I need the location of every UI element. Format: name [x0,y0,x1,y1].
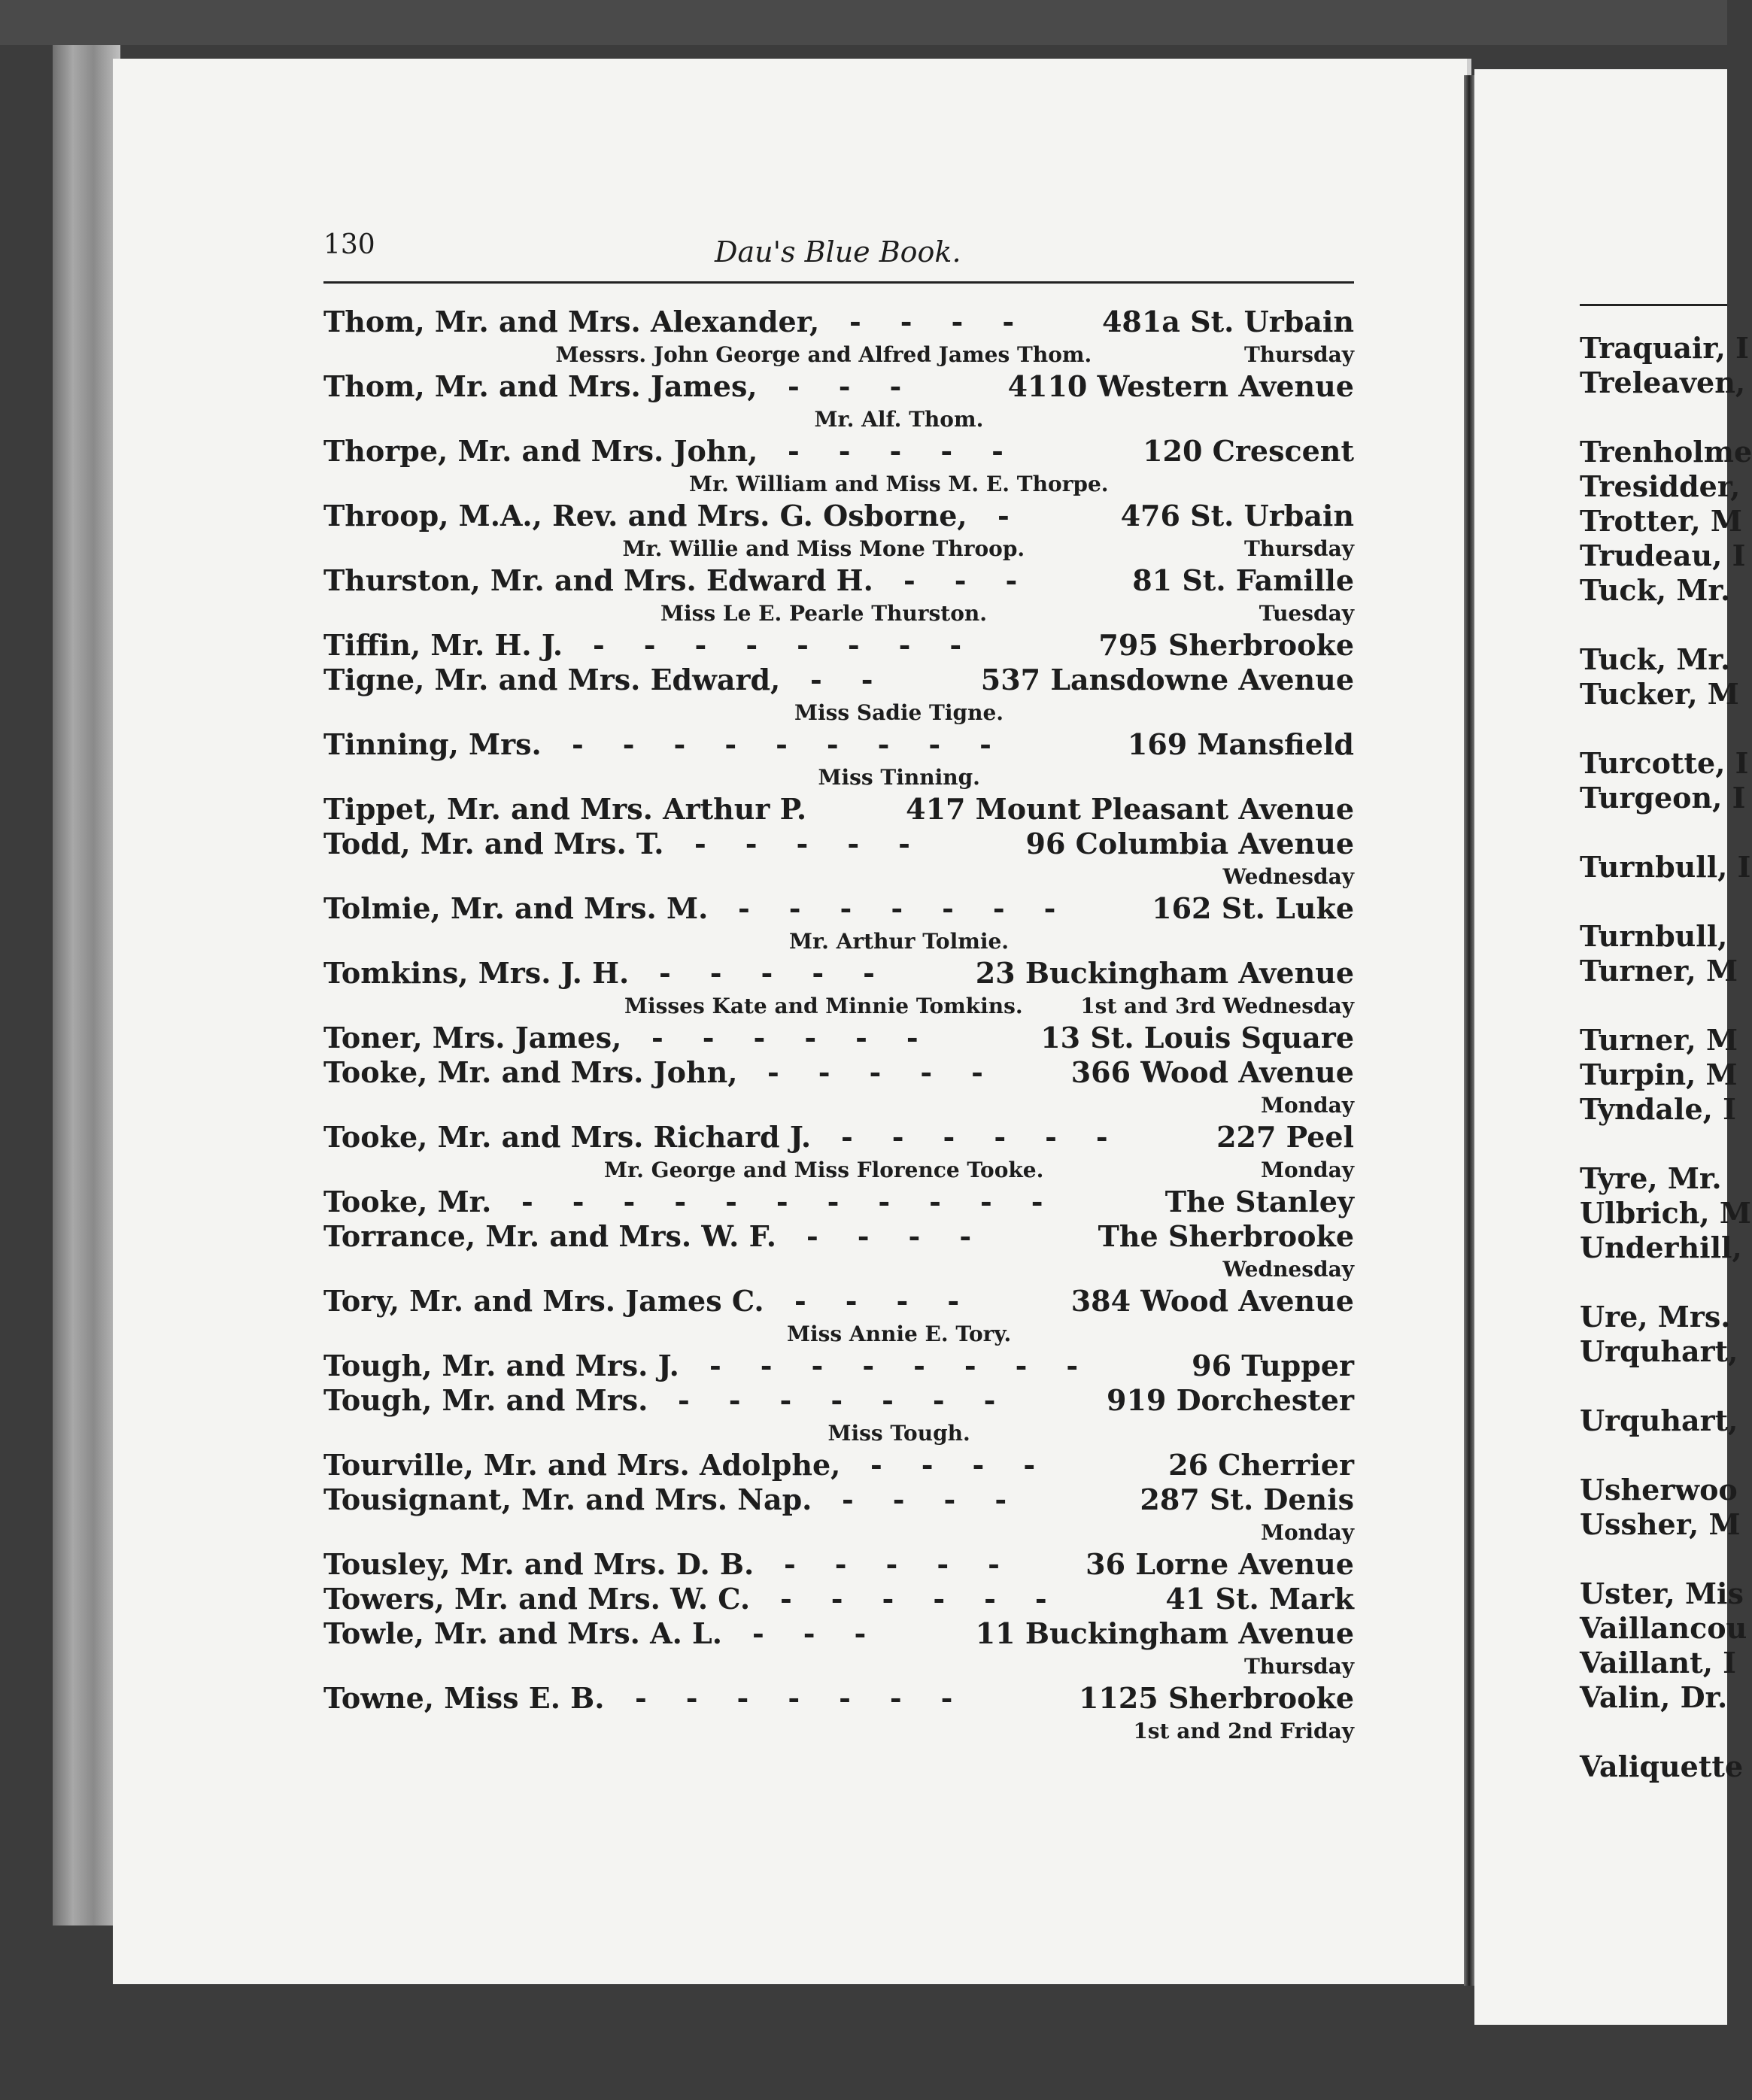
reception-day: Monday [1260,1520,1354,1545]
directory-entry [323,499,1354,563]
street-address: 23 Buckingham Avenue [975,956,1354,990]
directory-entry [323,369,1354,434]
directory-entry [323,827,1354,891]
right-page-name: Trudeau, I [1580,539,1746,572]
leader-dots: ----- [694,827,949,860]
directory-entry [323,1616,1354,1681]
street-address: 41 St. Mark [1165,1582,1354,1616]
header-rule [323,281,1354,284]
entry-subline [323,1155,1354,1185]
household-members: Miss Sadie Tigne. [794,700,1004,725]
household-members: Miss Le E. Pearle Thurston. [660,601,987,626]
household-members: Mr. Arthur Tolmie. [789,929,1010,954]
street-address: 26 Cherrier [1168,1448,1354,1482]
resident-name: Tooke, Mr. and Mrs. John, [323,1055,738,1089]
entry-line [323,563,1354,598]
reception-day: Thursday [1243,1654,1354,1679]
leader-dots: ------- [678,1383,1035,1417]
entry-subline [323,1319,1354,1349]
right-page-name: Vaillancou [1580,1611,1747,1645]
entry-line [323,1616,1354,1651]
directory-entry [323,1681,1354,1746]
leader-dots: ----- [788,434,1043,468]
directory-entry [323,1383,1354,1448]
street-address: 287 St. Denis [1140,1482,1354,1516]
page-number: 130 [323,229,375,260]
right-page-name: Turpin, M [1580,1058,1738,1091]
directory-entry [323,1284,1354,1349]
household-members: Mr. George and Miss Florence Tooke. [604,1158,1044,1182]
entry-subline [323,1716,1354,1746]
leader-dots: ------- [635,1681,992,1715]
directory-entry [323,305,1354,369]
reception-day: Thursday [1243,342,1354,367]
street-address: The Sherbrooke [1098,1219,1354,1253]
entry-line [323,1021,1354,1055]
leader-dots: ----- [767,1055,1022,1089]
entry-line [323,1383,1354,1418]
household-members: Miss Annie E. Tory. [787,1322,1012,1346]
entry-subline [323,1254,1354,1284]
page-header [323,229,1354,282]
right-page-header-rule [1580,304,1727,306]
right-page-name: Valiquette [1580,1749,1744,1783]
entry-line [323,891,1354,926]
street-address: 1125 Sherbrooke [1078,1681,1354,1715]
resident-name: Thom, Mr. and Mrs. Alexander, [323,305,820,338]
resident-name: Toner, Mrs. James, [323,1021,622,1055]
household-members: Messrs. John George and Alfred James Thom. [555,342,1092,367]
directory-entry [323,1448,1354,1482]
entry-gap [1580,1127,1727,1161]
directory-entry [323,1482,1354,1547]
entry-subline [323,861,1354,891]
leader-dots: ------- [738,891,1095,925]
entry-line [323,956,1354,991]
directory-entry [323,1120,1354,1185]
entry-line [323,663,1354,697]
street-address: 81 St. Famille [1132,563,1354,597]
entry-line [323,1448,1354,1482]
resident-name: Tory, Mr. and Mrs. James C. [323,1284,764,1318]
entry-gap [1580,1715,1727,1749]
right-page-name: Ulbrich, M [1580,1196,1751,1230]
street-address: 36 Lorne Avenue [1086,1547,1354,1581]
leader-dots: ---- [842,1482,1046,1516]
entry-line [323,1284,1354,1319]
entry-line [323,305,1354,339]
directory-entries [323,305,1354,1746]
directory-entry [323,1021,1354,1055]
street-address: 476 St. Urbain [1120,499,1354,533]
resident-name: Tolmie, Mr. and Mrs. M. [323,891,709,925]
entry-line [323,1219,1354,1254]
street-address: 162 St. Luke [1152,891,1354,925]
right-page-name: Turcotte, I [1580,746,1749,780]
leader-dots: ------ [841,1120,1147,1154]
right-page-name: Tuck, Mr. [1580,573,1731,607]
right-page-names [1580,331,1752,1784]
right-page-name: Valin, Dr. [1580,1680,1728,1714]
right-page-name: Turner, M [1580,954,1738,988]
directory-entry [323,563,1354,628]
right-page-name: Trotter, M [1580,504,1742,538]
resident-name: Towle, Mr. and Mrs. A. L. [323,1616,722,1650]
entry-subline [323,1517,1354,1547]
directory-entry [323,663,1354,727]
entry-subline [323,469,1354,499]
entry-subline [323,598,1354,628]
entry-subline [323,762,1354,792]
street-address: 384 Wood Avenue [1070,1284,1354,1318]
street-address: 120 Crescent [1143,434,1354,468]
street-address: 4110 Western Avenue [1007,369,1354,403]
entry-gap [1580,712,1727,746]
resident-name: Tooke, Mr. [323,1185,492,1218]
street-address: 537 Lansdowne Avenue [980,663,1354,696]
leader-dots: ---- [794,1284,999,1318]
reception-day: 1st and 2nd Friday [1133,1719,1354,1743]
running-title: Dau's Blue Book. [715,235,961,269]
leader-dots: ------ [651,1021,958,1055]
book-page-edges [53,45,120,1926]
right-page-name: Tyndale, I [1580,1092,1736,1126]
entry-gap [1580,815,1727,850]
leader-dots: --- [752,1616,906,1650]
street-address: 13 St. Louis Square [1040,1021,1354,1055]
entry-gap [1580,988,1727,1023]
right-page-name: Tyre, Mr. [1580,1161,1722,1195]
right-page-name: Usherwoo [1580,1473,1738,1507]
household-members: Mr. Willie and Miss Mone Throop. [622,536,1025,561]
leader-dots: ---- [806,1219,1011,1253]
directory-entry [323,628,1354,663]
entry-line [323,1349,1354,1383]
entry-subline [323,533,1354,563]
resident-name: Tinning, Mrs. [323,727,542,761]
right-page-name: Ure, Mrs. [1580,1300,1731,1334]
resident-name: Tippet, Mr. and Mrs. Arthur P. [323,792,807,826]
entry-gap [1580,1265,1727,1300]
street-address: The Stanley [1164,1185,1354,1218]
right-page-name: Urquhart, [1580,1404,1738,1437]
street-address: 227 Peel [1216,1120,1354,1154]
reception-day: Thursday [1243,536,1354,561]
directory-entry [323,1055,1354,1120]
street-address: 919 Dorchester [1107,1383,1354,1417]
leader-dots: --------- [572,727,1031,761]
entry-line [323,1547,1354,1582]
entry-line [323,499,1354,533]
entry-subline [323,1418,1354,1448]
directory-entry [323,956,1354,1021]
right-page-name: Turner, M [1580,1023,1738,1057]
directory-entry [323,727,1354,792]
resident-name: Tigne, Mr. and Mrs. Edward, [323,663,781,696]
right-page-name: Uster, Mis [1580,1577,1744,1610]
resident-name: Torrance, Mr. and Mrs. W. F. [323,1219,776,1253]
leader-dots: --- [903,563,1057,597]
household-members: Mr. William and Miss M. E. Thorpe. [689,472,1109,496]
right-page-name: Traquair, I [1580,331,1749,365]
reception-day: Monday [1260,1093,1354,1118]
directory-entry [323,891,1354,956]
directory-entry [323,1547,1354,1582]
entry-line [323,1185,1354,1219]
entry-gap [1580,608,1727,642]
right-page-name: Turnbull, I [1580,850,1751,884]
street-address: 417 Mount Pleasant Avenue [906,792,1354,826]
street-address: 169 Mansfield [1127,727,1354,761]
directory-entry [323,1582,1354,1616]
entry-line [323,1055,1354,1090]
street-address: 96 Tupper [1192,1349,1354,1382]
scan-top-border [0,0,1727,45]
leader-dots: - [997,499,1049,533]
resident-name: Thurston, Mr. and Mrs. Edward H. [323,563,873,597]
reception-day: Monday [1260,1158,1354,1182]
entry-line [323,827,1354,861]
resident-name: Throop, M.A., Rev. and Mrs. G. Osborne, [323,499,967,533]
resident-name: Tousignant, Mr. and Mrs. Nap. [323,1482,812,1516]
leader-dots: ------ [780,1582,1086,1616]
street-address: 366 Wood Avenue [1070,1055,1354,1089]
right-page-name: Tresidder, [1580,469,1741,503]
entry-subline [323,926,1354,956]
reception-day: Tuesday [1259,601,1354,626]
entry-line [323,727,1354,762]
entry-line [323,1120,1354,1155]
right-page-name: Turnbull, [1580,919,1728,953]
right-page-name: Tuck, Mr. [1580,642,1731,676]
book-gutter [1464,75,1474,1986]
right-page-name: Trenholme [1580,435,1752,469]
resident-name: Tomkins, Mrs. J. H. [323,956,630,990]
entry-subline [323,1090,1354,1120]
household-members: Miss Tough. [827,1421,970,1446]
right-page-name: Turgeon, I [1580,781,1746,815]
right-page-name: Vaillant, I [1580,1646,1736,1680]
entry-gap [1580,1369,1727,1404]
resident-name: Tousley, Mr. and Mrs. D. B. [323,1547,755,1581]
leader-dots: --- [788,369,941,403]
leader-dots: -- [810,663,912,696]
leader-dots: -------- [709,1349,1118,1382]
resident-name: Tiffin, Mr. H. J. [323,628,563,662]
leader-dots: ----- [659,956,914,990]
entry-line [323,792,1354,827]
entry-subline [323,697,1354,727]
resident-name: Tourville, Mr. and Mrs. Adolphe, [323,1448,841,1482]
right-page-name: Treleaven, [1580,366,1746,399]
street-address: 795 Sherbrooke [1098,628,1354,662]
directory-entry [323,1349,1354,1383]
street-address: 11 Buckingham Avenue [975,1616,1354,1650]
directory-entry [323,792,1354,827]
entry-subline [323,404,1354,434]
leader-dots: ----------- [521,1185,1082,1218]
entry-line [323,434,1354,469]
entry-subline [323,339,1354,369]
reception-day: Wednesday [1222,864,1354,889]
entry-gap [1580,400,1727,435]
reception-day: Wednesday [1222,1257,1354,1282]
entry-gap [1580,885,1727,919]
resident-name: Thorpe, Mr. and Mrs. John, [323,434,758,468]
entry-line [323,1582,1354,1616]
right-page-name: Underhill, [1580,1231,1742,1264]
right-page-name: Urquhart, [1580,1334,1738,1368]
street-address: 481a St. Urbain [1101,305,1354,338]
entry-gap [1580,1542,1727,1577]
resident-name: Tough, Mr. and Mrs. J. [323,1349,679,1382]
leader-dots: -------- [593,628,1001,662]
leader-dots: ---- [849,305,1054,338]
leader-dots: ---- [870,1448,1075,1482]
resident-name: Tooke, Mr. and Mrs. Richard J. [323,1120,812,1154]
household-members: Misses Kate and Minnie Tomkins. [624,994,1023,1018]
household-members: Miss Tinning. [818,765,980,790]
directory-entry [323,434,1354,499]
right-page-name: Tucker, M [1580,677,1739,711]
resident-name: Towers, Mr. and Mrs. W. C. [323,1582,751,1616]
entry-subline [323,991,1354,1021]
directory-entry [323,1219,1354,1284]
entry-line [323,628,1354,663]
street-address: 96 Columbia Avenue [1025,827,1354,860]
reception-day: 1st and 3rd Wednesday [1080,994,1354,1018]
entry-subline [323,1651,1354,1681]
right-page-name: Ussher, M [1580,1507,1741,1541]
entry-line [323,369,1354,404]
directory-entry [323,1185,1354,1219]
resident-name: Tough, Mr. and Mrs. [323,1383,648,1417]
resident-name: Todd, Mr. and Mrs. T. [323,827,664,860]
resident-name: Thom, Mr. and Mrs. James, [323,369,758,403]
resident-name: Towne, Miss E. B. [323,1681,605,1715]
entry-gap [1580,1438,1727,1473]
entry-line [323,1482,1354,1517]
leader-dots: ----- [784,1547,1039,1581]
household-members: Mr. Alf. Thom. [814,407,984,432]
entry-line [323,1681,1354,1716]
